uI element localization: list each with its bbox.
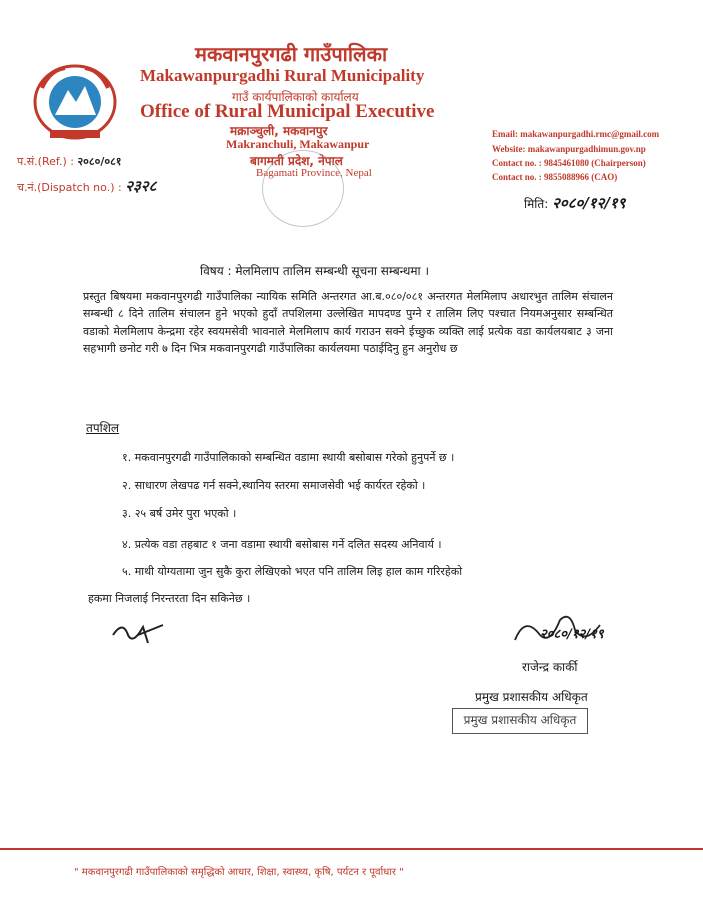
date-line: [524, 193, 625, 213]
handwritten-initials: [108, 615, 168, 650]
date-value: २०८०/१२/१९: [552, 194, 626, 212]
list-item: २. साधारण लेखपढ गर्न सक्ने,स्थानिय स्तरमा समाजसेवी भई कार्यरत रहेको ।: [122, 479, 426, 492]
province-en: Bagamati Province, Nepal: [256, 167, 372, 179]
address-en: Makranchuli, Makawanpur: [226, 137, 370, 151]
ref-line: [17, 154, 122, 169]
subject-line: विषय : मेलमिलाप तालिम सम्बन्धी सूचना सम्बन्धमा ।: [200, 264, 430, 278]
list-heading: तपशिल: [86, 421, 120, 435]
designation-stamp: प्रमुख प्रशासकीय अधिकृत: [452, 708, 588, 734]
contact-cao: Contact no. : 9855088966 (CAO): [492, 172, 618, 182]
municipality-emblem-icon: [30, 60, 120, 145]
dispatch-label: च.नं.(Dispatch no.) :: [17, 181, 122, 194]
municipality-name-np: मकवानपुरगढी गाउँपालिका: [195, 42, 388, 66]
office-name-en: Office of Rural Municipal Executive: [140, 101, 435, 122]
list-item: ३. २५ बर्ष उमेर पुरा भएको ।: [122, 507, 237, 520]
signature-date: २०८०/१२/१९: [540, 627, 604, 642]
dispatch-line: [17, 176, 156, 196]
list-item: १. मकवानपुरगढी गाउँपालिकाको सम्बन्धित वडामा स्थायी बसोबास गरेको हुनुपर्ने छ ।: [122, 451, 455, 464]
body-paragraph: प्रस्तुत बिषयमा मकवानपुरगढी गाउँपालिका न्यायिक समिति अन्तरगत आ.ब.०८०/०८१ अन्तरगत मेलमिलाप अधारभुत तालिम संचालन सम्बन्धी ८ दिने तालिम संचालन हुने भएको हुदाँ तपशिलमा उल्लेखित मापदण्ड पुग्ने र तालिम लिए पश्चात नियमअनुसार सम्बन्धित वडाको मेलमिलाप केन्द्रमा रहेर स्वयमसेवी भावनाले मेलमिलाप कार्य गराउन सक्ने ईच्छुक व्यक्ति लाई प्रत्येक वडा कार्यलयबाट ३ जना सहभागी छनोट गरी ७ दिन भित्र मकवानपुरगढी गाउँपालिका कार्यलयमा पठाईदिनु हुन अनुरोध छ: [83, 290, 613, 355]
province-np: बागमती प्रदेश, नेपाल: [250, 154, 343, 168]
address-np: मक्राञ्चुली, मकवानपुर: [230, 124, 328, 138]
list-item: हकमा निजलाई निरन्तरता दिन सकिनेछ ।: [88, 592, 251, 605]
ref-label: प.सं.(Ref.) :: [17, 155, 74, 168]
office-name-np: गाउँ कार्यपालिकाको कार्यालय: [232, 90, 359, 104]
signatory-name: राजेन्द्र कार्की: [522, 660, 578, 674]
contact-email: Email: makawanpurgadhi.rmc@gmail.com: [492, 129, 660, 139]
dispatch-value: २३२८: [125, 177, 157, 195]
signatory-title: प्रमुख प्रशासकीय अधिकृत: [475, 690, 588, 704]
footer-divider: [0, 848, 703, 850]
municipality-name-en: Makawanpurgadhi Rural Municipality: [140, 66, 425, 85]
contact-website: Website: makawanpurgadhimun.gov.np: [492, 144, 646, 154]
office-stamp: [262, 150, 344, 227]
list-item: ४. प्रत्येक वडा तहबाट १ जना वडामा स्थायी बसोबास गर्ने दलित सदस्य अनिवार्य ।: [122, 538, 442, 551]
footer-slogan: " मकवानपुरगढी गाउँपालिकाको समृद्धिको आधार, शिक्षा, स्वास्थ्य, कृषि, पर्यटन र पूर्वाधार ": [74, 867, 404, 878]
date-label: मिति:: [524, 197, 549, 211]
list-item: ५. माथी योग्यतामा जुन सुकै कुरा लेखिएको भएत पनि तालिम लिइ हाल काम गरिरहेको: [122, 565, 463, 578]
contact-chairperson: Contact no. : 9845461080 (Chairperson): [492, 158, 646, 168]
ref-value: २०८०/०८१: [77, 155, 122, 168]
